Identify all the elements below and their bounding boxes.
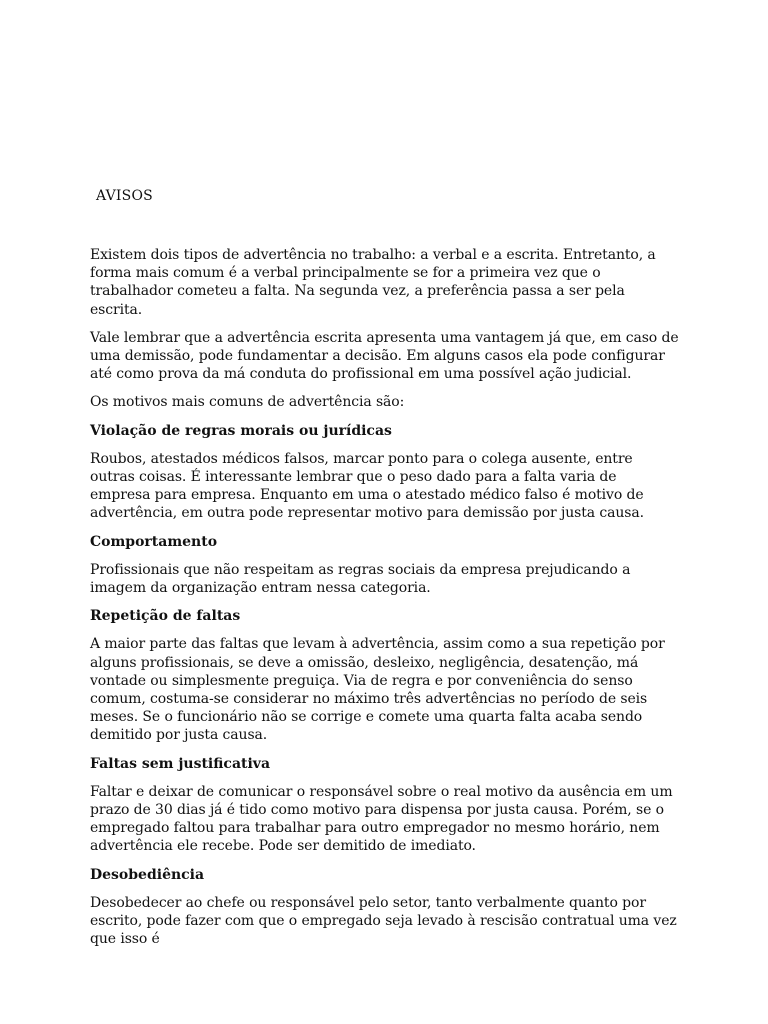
heading-disobedience: Desobediência	[90, 866, 205, 883]
heading-rule-violation: Violação de regras morais ou jurídicas	[90, 422, 392, 439]
paragraph-common-reasons-intro: Os motivos mais comuns de advertência são:	[90, 394, 405, 411]
heading-unjustified-absences: Faltas sem justificativa	[90, 755, 271, 772]
paragraph-written-warning-advantage: Vale lembrar que a advertência escrita apresenta uma vantagem já que, em caso de uma demissão, pode fundamentar a decisão. Em alguns casos ela pode configurar até como prova da má conduta do profissional em uma possível ação judicial.	[90, 329, 679, 383]
heading-behavior: Comportamento	[90, 533, 218, 550]
paragraph-types-of-warning: Existem dois tipos de advertência no trabalho: a verbal e a escrita. Entretanto, a forma mais comum é a verbal principalmente se for a primeira vez que o trabalhador cometeu a falta. Na segunda vez, a preferência passa a ser pela escrita.	[90, 247, 656, 318]
page-title: AVISOS	[96, 188, 153, 204]
paragraph-repeated-faults: A maior parte das faltas que levam à advertência, assim como a sua repetição por alguns profissionais, se deve a omissão, desleixo, negligência, desatenção, má vontade ou simplesmente preguiça. Via de regra e por conveniência do senso comum, costuma-se considerar no máximo três advertências no período de seis meses. Se o funcionário não se corrige e comete uma quarta falta acaba sendo demitido por justa causa.	[90, 636, 665, 744]
paragraph-rule-violation: Roubos, atestados médicos falsos, marcar ponto para o colega ausente, entre outras coisas. É interessante lembrar que o peso dado para a falta varia de empresa para empresa. Enquanto em uma o atestado médico falso é motivo de advertência, em outra pode representar motivo para demissão por justa causa.	[90, 450, 644, 522]
document-body	[90, 246, 680, 959]
heading-repeated-faults: Repetição de faltas	[90, 608, 241, 625]
paragraph-behavior: Profissionais que não respeitam as regras sociais da empresa prejudicando a imagem da organização entram nessa categoria.	[90, 561, 631, 597]
paragraph-unjustified-absences: Faltar e deixar de comunicar o responsável sobre o real motivo da ausência em um prazo de 30 dias já é tido como motivo para dispensa por justa causa. Porém, se o empregado faltou para trabalhar para outro empregador no mesmo horário, nem advertência ele recebe. Pode ser demitido de imediato.	[90, 783, 673, 855]
paragraph-disobedience: Desobedecer ao chefe ou responsável pelo setor, tanto verbalmente quanto por escrito, pode fazer com que o empregado seja levado à rescisão contratual uma vez que isso é	[90, 894, 677, 948]
